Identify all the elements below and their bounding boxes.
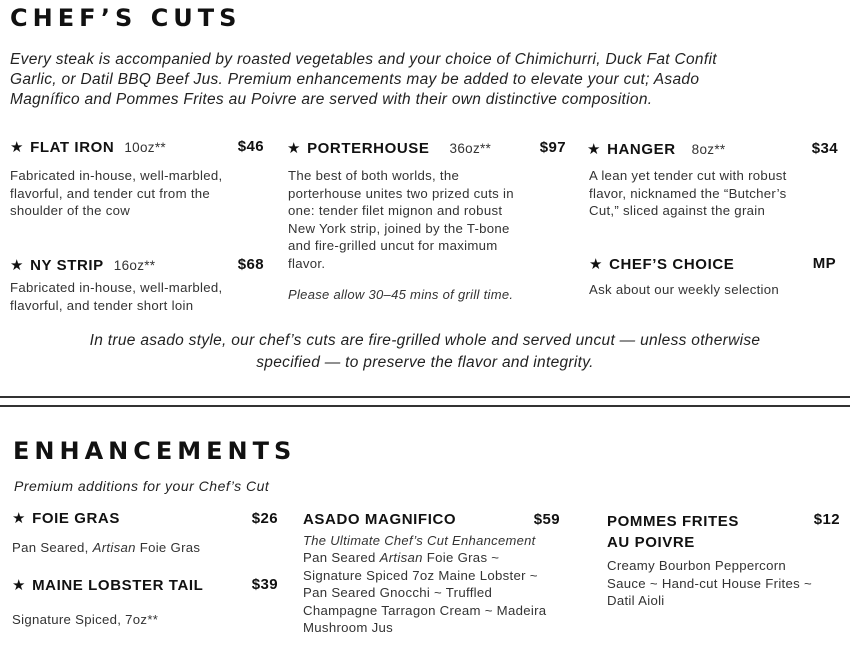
asado-magnifico-tagline: The Ultimate Chef’s Cut Enhancement bbox=[303, 533, 536, 548]
pommes-frites-description bbox=[607, 557, 847, 610]
desc-text: Pan Seared, bbox=[12, 540, 93, 555]
item-size: 36oz** bbox=[449, 141, 492, 156]
section-divider-top bbox=[0, 396, 850, 398]
item-name: CHEF’S CHOICE bbox=[609, 256, 735, 273]
asado-magnifico-heading: ASADO MAGNIFICO bbox=[303, 511, 457, 528]
chefs-choice-price: MP bbox=[812, 255, 836, 272]
star-icon: ★ bbox=[287, 140, 302, 157]
desc-line: Sauce ~ Hand-cut House Frites ~ bbox=[607, 575, 813, 591]
desc-line: Fabricated in-house, well-marbled, bbox=[10, 280, 223, 295]
star-icon: ★ bbox=[10, 139, 25, 156]
item-name-line: AU POIVRE bbox=[607, 534, 695, 551]
hanger-heading bbox=[587, 140, 725, 158]
star-icon: ★ bbox=[587, 141, 602, 158]
item-name: FLAT IRON bbox=[30, 139, 115, 156]
star-icon: ★ bbox=[12, 577, 27, 594]
intro-line: Magnífico and Pommes Frites au Poivre are served with their own distinctive composition. bbox=[10, 91, 653, 108]
desc-line: one: tender filet mignon and robust bbox=[288, 203, 503, 218]
desc-line: The best of both worlds, the bbox=[288, 168, 460, 183]
item-name: NY STRIP bbox=[30, 257, 104, 274]
porterhouse-grill-note: Please allow 30–45 mins of grill time. bbox=[288, 287, 514, 302]
ny-strip-heading bbox=[10, 256, 155, 274]
foie-gras-heading bbox=[12, 509, 120, 527]
star-icon: ★ bbox=[10, 257, 25, 274]
chefs-cuts-closing-note bbox=[0, 330, 850, 374]
chefs-cuts-intro bbox=[10, 50, 840, 110]
ny-strip-description bbox=[10, 279, 275, 314]
maine-lobster-heading bbox=[12, 576, 203, 594]
desc-line: New York strip, joined by the T-bone bbox=[288, 220, 510, 236]
porterhouse-heading bbox=[287, 139, 491, 157]
desc-line: and fire-grilled uncut for maximum bbox=[288, 238, 498, 253]
closing-line: In true asado style, our chef’s cuts are fire-grilled whole and served uncut — unless otherwise bbox=[89, 332, 761, 349]
desc-line: Signature Spiced 7oz Maine Lobster ~ bbox=[303, 567, 538, 583]
enhancements-subtitle: Premium additions for your Chef’s Cut bbox=[14, 478, 270, 494]
flat-iron-heading bbox=[10, 138, 166, 156]
desc-line: flavorful, and tender cut from the bbox=[10, 185, 211, 201]
pommes-frites-heading bbox=[607, 511, 739, 553]
hanger-description bbox=[589, 167, 844, 220]
item-name-line: POMMES FRITES bbox=[607, 513, 739, 530]
chefs-choice-heading bbox=[589, 255, 734, 273]
item-size: 10oz** bbox=[124, 140, 166, 155]
desc-italic: Artisan bbox=[379, 550, 423, 565]
maine-lobster-description: Signature Spiced, 7oz** bbox=[12, 612, 159, 627]
asado-magnifico-price: $59 bbox=[533, 511, 560, 528]
desc-line: Mushroom Jus bbox=[303, 620, 394, 635]
foie-gras-description bbox=[12, 539, 200, 557]
item-size: 8oz** bbox=[691, 142, 726, 157]
star-icon: ★ bbox=[12, 510, 27, 527]
desc-line: flavorful, and tender short loin bbox=[10, 297, 194, 313]
star-icon: ★ bbox=[589, 256, 604, 273]
desc-line bbox=[303, 549, 593, 567]
item-name: FOIE GRAS bbox=[32, 510, 120, 527]
section-divider-bottom bbox=[0, 405, 850, 407]
desc-text: Foie Gras bbox=[135, 540, 201, 555]
desc-line: Cut,” sliced against the grain bbox=[589, 203, 766, 218]
hanger-price: $34 bbox=[811, 140, 838, 157]
item-size: 16oz** bbox=[113, 258, 156, 273]
porterhouse-price: $97 bbox=[539, 139, 566, 156]
desc-line: A lean yet tender cut with robust bbox=[589, 168, 787, 183]
item-name: MAINE LOBSTER TAIL bbox=[32, 577, 204, 594]
desc-line: Creamy Bourbon Peppercorn bbox=[607, 558, 787, 573]
item-name: PORTERHOUSE bbox=[307, 140, 430, 157]
asado-magnifico-description bbox=[303, 549, 593, 637]
desc-italic: Artisan bbox=[92, 540, 136, 555]
ny-strip-price: $68 bbox=[237, 256, 264, 273]
desc-line: Champagne Tarragon Cream ~ Madeira bbox=[303, 602, 547, 618]
porterhouse-description bbox=[288, 167, 563, 272]
desc-text: Foie Gras ~ bbox=[422, 550, 500, 565]
maine-lobster-price: $39 bbox=[251, 576, 278, 593]
intro-line: Garlic, or Datil BBQ Beef Jus. Premium enhancements may be added to elevate your cut; Asado bbox=[10, 71, 700, 88]
desc-line: Pan Seared Gnocchi ~ Truffled bbox=[303, 585, 493, 600]
item-name: HANGER bbox=[607, 141, 676, 158]
flat-iron-description bbox=[10, 167, 275, 220]
desc-line: Fabricated in-house, well-marbled, bbox=[10, 168, 223, 183]
chefs-cuts-title: CHEF’S CUTS bbox=[10, 4, 242, 32]
desc-line: shoulder of the cow bbox=[10, 203, 131, 218]
pommes-frites-price: $12 bbox=[813, 511, 840, 528]
foie-gras-price: $26 bbox=[251, 510, 278, 527]
intro-line: Every steak is accompanied by roasted vegetables and your choice of Chimichurri, Duck Fat Confit bbox=[10, 51, 717, 68]
desc-line: porterhouse unites two prized cuts in bbox=[288, 185, 514, 201]
enhancements-title: ENHANCEMENTS bbox=[13, 437, 297, 465]
closing-line: specified — to preserve the flavor and integrity. bbox=[256, 354, 594, 371]
desc-line: flavor, nicknamed the “Butcher’s bbox=[589, 185, 787, 201]
desc-text: Pan Seared bbox=[303, 550, 380, 565]
chefs-choice-description: Ask about our weekly selection bbox=[589, 282, 780, 297]
flat-iron-price: $46 bbox=[237, 138, 264, 155]
desc-line: flavor. bbox=[288, 255, 326, 271]
desc-line: Datil Aioli bbox=[607, 593, 665, 608]
